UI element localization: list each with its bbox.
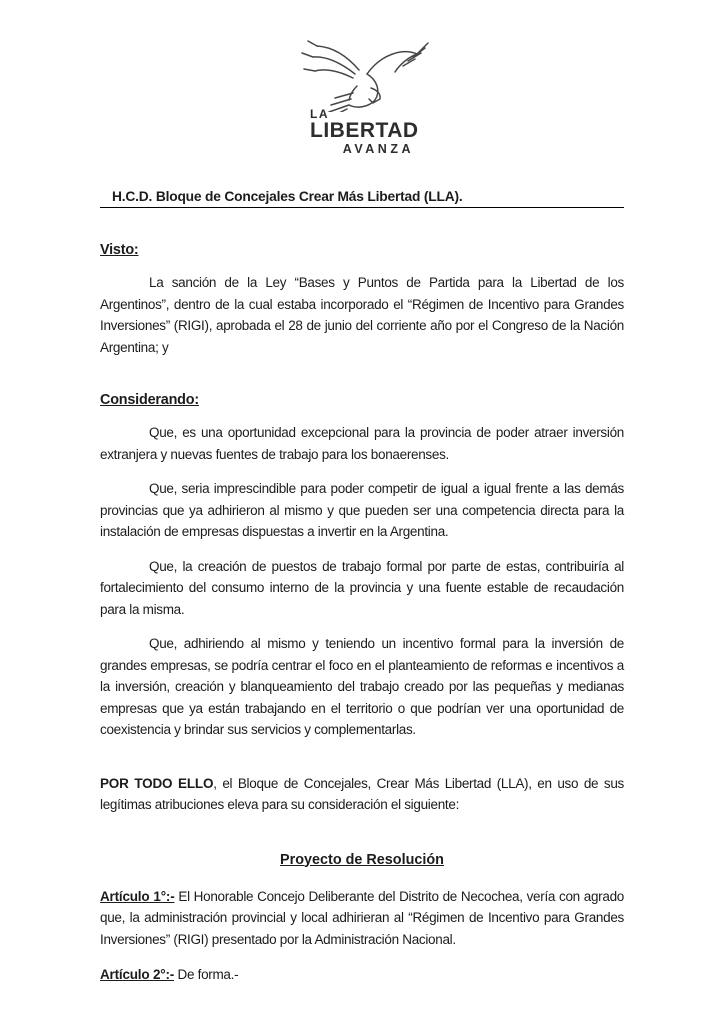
articulo-2-text: De forma.- [174,967,239,982]
articulo-1-label: Artículo 1°:- [100,888,175,904]
logo-text-avanza: AVANZA [342,142,414,156]
articulo-1 [100,886,624,951]
logo [287,40,437,157]
eagle-icon [287,40,437,112]
considerando-heading: Considerando: [100,392,199,408]
logo-text-libertad: LIBERTAD [310,119,419,142]
considerando-paragraph-4: Que, adhiriendo al mismo y teniendo un incentivo formal para la inversión de grandes empresas, se podría centrar el foco en el planteamiento de reformas e incentivos a la inversión, creación y blanqueamiento del trabajo creado por las pequeñas y medianas empresas que ya están trabajando en el territorio o que podrían ver una oportunidad de coexistencia y brindar sus servicios y complementarlas. [100,636,624,737]
visto-paragraph: La sanción de la Ley “Bases y Puntos de Partida para la Libertad de los Argentinos”, dentro de la cual estaba incorporado el “Régimen de Incentivo para Grandes Inversiones” (RIGI), aprobada el 28 de junio del corriente año por el Congreso de la Nación Argentina; y [100,275,624,355]
por-todo-ello-rest: , el Bloque de Concejales, Crear Más Libertad (LLA), en uso de sus legítimas atribuciones eleva para su consideración el siguiente: [100,775,624,812]
considerando-paragraph-1: Que, es una oportunidad excepcional para la provincia de poder atraer inversión extranjera y nuevas fuentes de trabajo para los bonaerenses. [100,425,624,462]
considerando-paragraph-2: Que, seria imprescindible para poder competir de igual a igual frente a las demás provincias que ya adhirieron al mismo y que pueden ser una competencia directa para la instalación de empresas dispuestas a invertir en la Argentina. [100,481,624,539]
logo-text-la: LA [310,107,329,121]
logo-wordmark [310,107,419,157]
por-todo-ello-paragraph [100,773,624,816]
articulo-2 [100,964,624,986]
considerando-paragraph-3: Que, la creación de puestos de trabajo formal por parte de estas, contribuiría al fortalecimiento del consumo interno de la provincia y una fuente estable de recaudación para la misma. [100,558,624,617]
articulo-2-label: Artículo 2°:- [100,967,175,982]
document-body [0,189,724,986]
visto-heading: Visto: [100,242,139,258]
proyecto-heading: Proyecto de Resolución [280,851,444,868]
por-todo-ello-lead: POR TODO ELLO [100,775,214,791]
articulo-1-text: El Honorable Concejo Deliberante del Distrito de Necochea, vería con agrado que, la administración provincial y local adhirieran al “Régimen de Incentivo para Grandes Inversiones” (RIGI) presentado por la Administración Nacional. [100,888,624,947]
document-title: H.C.D. Bloque de Concejales Crear Más Libertad (LLA). [100,189,624,208]
